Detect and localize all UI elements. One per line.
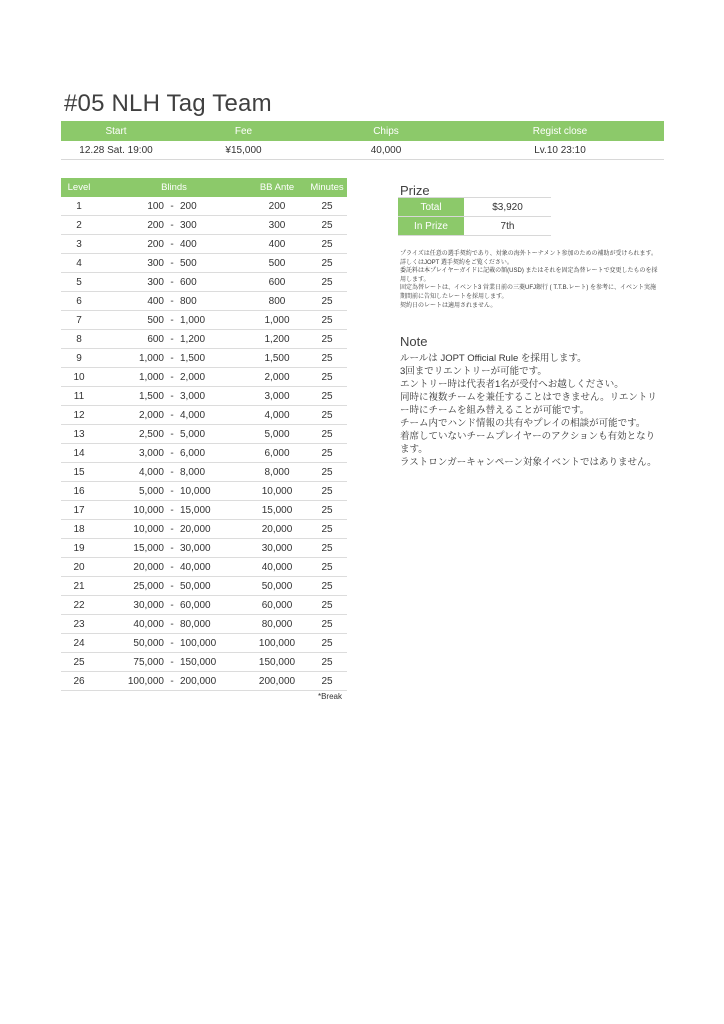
level-cell: 17	[73, 504, 85, 516]
minutes-cell: 25	[321, 352, 333, 364]
event-info-row	[61, 141, 664, 160]
big-blind: 400	[180, 238, 197, 250]
header-start: Start	[105, 125, 127, 137]
blind-separator: -	[170, 390, 174, 402]
blind-separator: -	[170, 561, 174, 573]
blinds-cell	[97, 410, 247, 421]
minutes-cell: 25	[321, 523, 333, 535]
blind-separator: -	[170, 542, 174, 554]
note-line: ラストロンガーキャンペーン対象イベントではありません。	[400, 457, 657, 468]
note-line: 着席していないチームプレイヤーのアクションも有効となります。	[400, 431, 656, 455]
blind-separator: -	[170, 276, 174, 288]
bb-ante-cell: 8,000	[264, 466, 290, 478]
big-blind: 100,000	[180, 637, 217, 649]
small-blind: 500	[147, 314, 164, 326]
blind-separator: -	[170, 485, 174, 497]
header-level: Level	[67, 182, 91, 193]
level-cell: 9	[76, 352, 82, 364]
blind-table-header	[61, 178, 347, 197]
minutes-cell: 25	[321, 276, 333, 288]
blind-separator: -	[170, 656, 174, 668]
minutes-cell: 25	[321, 675, 333, 687]
blind-separator: -	[170, 219, 174, 231]
level-cell: 4	[76, 257, 82, 269]
blind-row	[61, 254, 347, 273]
big-blind: 200,000	[180, 675, 217, 687]
bb-ante-cell: 800	[268, 295, 286, 307]
big-blind: 15,000	[180, 504, 211, 516]
small-blind: 40,000	[133, 618, 164, 630]
small-blind: 3,000	[138, 447, 164, 459]
big-blind: 600	[180, 276, 197, 288]
blinds-cell	[97, 505, 247, 516]
bb-ante-cell: 80,000	[261, 618, 293, 630]
blind-row	[61, 311, 347, 330]
small-blind: 5,000	[138, 485, 164, 497]
blinds-cell	[97, 296, 247, 307]
blinds-cell	[97, 543, 247, 554]
blind-separator: -	[170, 238, 174, 250]
blind-row	[61, 292, 347, 311]
blinds-cell	[97, 372, 247, 383]
note-line: エントリー時は代表者1名が受付へお越しください。	[400, 379, 624, 390]
blinds-cell	[97, 220, 247, 231]
big-blind: 20,000	[180, 523, 211, 535]
blinds-cell	[97, 619, 247, 630]
level-cell: 18	[73, 523, 85, 535]
blind-row	[61, 539, 347, 558]
blind-row	[61, 482, 347, 501]
minutes-cell: 25	[321, 371, 333, 383]
blind-row	[61, 444, 347, 463]
small-blind: 600	[147, 333, 164, 345]
small-blind: 200	[147, 219, 164, 231]
blind-separator: -	[170, 580, 174, 592]
big-blind: 50,000	[180, 580, 211, 592]
blind-row	[61, 406, 347, 425]
level-cell: 1	[76, 200, 82, 212]
bb-ante-cell: 60,000	[261, 599, 293, 611]
blind-row	[61, 501, 347, 520]
blind-separator: -	[170, 466, 174, 478]
big-blind: 1,500	[180, 352, 206, 364]
blind-separator: -	[170, 523, 174, 535]
in-prize-value: 7th	[500, 220, 515, 232]
level-cell: 8	[76, 333, 82, 345]
level-cell: 12	[73, 409, 85, 421]
blind-row	[61, 653, 347, 672]
blind-row	[61, 672, 347, 691]
blind-separator: -	[170, 618, 174, 630]
blinds-cell	[97, 334, 247, 345]
level-cell: 16	[73, 485, 85, 497]
prize-notes	[400, 250, 660, 310]
big-blind: 6,000	[180, 447, 206, 459]
bb-ante-cell: 300	[268, 219, 286, 231]
blind-separator: -	[170, 409, 174, 421]
blind-row	[61, 349, 347, 368]
bb-ante-cell: 5,000	[264, 428, 290, 440]
blind-separator: -	[170, 333, 174, 345]
bb-ante-cell: 500	[268, 257, 286, 269]
level-cell: 10	[73, 371, 85, 383]
blind-separator: -	[170, 371, 174, 383]
blind-structure-table	[61, 178, 347, 691]
prize-table	[398, 197, 551, 236]
prize-note-line: プライズは任意の選手契約であり、対象の海外トーナメント参加のための補助が受けられます。詳しくはJOPT 選手契約をご覧ください。	[400, 251, 658, 266]
blinds-cell	[97, 657, 247, 668]
blind-row	[61, 235, 347, 254]
big-blind: 200	[180, 200, 197, 212]
minutes-cell: 25	[321, 466, 333, 478]
prize-total-value: $3,920	[492, 201, 523, 213]
blinds-cell	[97, 277, 247, 288]
blinds-cell	[97, 448, 247, 459]
small-blind: 2,000	[138, 409, 164, 421]
level-cell: 7	[76, 314, 82, 326]
blind-separator: -	[170, 295, 174, 307]
level-cell: 24	[73, 637, 85, 649]
blinds-cell	[97, 486, 247, 497]
bb-ante-cell: 10,000	[261, 485, 293, 497]
level-cell: 11	[73, 390, 85, 402]
bb-ante-cell: 600	[268, 276, 286, 288]
small-blind: 300	[147, 257, 164, 269]
small-blind: 20,000	[133, 561, 164, 573]
blind-row	[61, 520, 347, 539]
blind-row	[61, 330, 347, 349]
blind-row	[61, 558, 347, 577]
level-cell: 21	[73, 580, 85, 592]
small-blind: 75,000	[133, 656, 164, 668]
bb-ante-cell: 20,000	[261, 523, 293, 535]
big-blind: 8,000	[180, 466, 206, 478]
bb-ante-cell: 400	[268, 238, 286, 250]
minutes-cell: 25	[321, 428, 333, 440]
minutes-cell: 25	[321, 409, 333, 421]
big-blind: 80,000	[180, 618, 211, 630]
regist-close-value: Lv.10 23:10	[534, 144, 586, 156]
level-cell: 2	[76, 219, 82, 231]
minutes-cell: 25	[321, 447, 333, 459]
prize-note-line: 固定為替レートは、イベント3 営業日前の三菱UFJ銀行 ( T.T.B.レート) を参考に、イベント実施期間前に告知したレートを採用します。	[400, 285, 657, 300]
level-cell: 15	[73, 466, 85, 478]
bb-ante-cell: 200,000	[258, 675, 296, 687]
blind-separator: -	[170, 675, 174, 687]
minutes-cell: 25	[321, 390, 333, 402]
header-blinds: Blinds	[161, 182, 187, 193]
blinds-cell	[97, 353, 247, 364]
blinds-cell	[97, 581, 247, 592]
blinds-cell	[97, 239, 247, 250]
blind-row	[61, 425, 347, 444]
small-blind: 2,500	[138, 428, 164, 440]
bb-ante-cell: 4,000	[264, 409, 290, 421]
big-blind: 150,000	[180, 656, 217, 668]
note-line: ルールは JOPT Official Rule を採用します。	[400, 353, 587, 364]
minutes-cell: 25	[321, 561, 333, 573]
header-chips: Chips	[373, 125, 399, 137]
prize-total-label: Total	[398, 198, 464, 216]
minutes-cell: 25	[321, 238, 333, 250]
small-blind: 1,000	[138, 371, 164, 383]
blinds-cell	[97, 201, 247, 212]
blinds-cell	[97, 429, 247, 440]
small-blind: 300	[147, 276, 164, 288]
level-cell: 3	[76, 238, 82, 250]
level-cell: 25	[73, 656, 85, 668]
header-fee: Fee	[234, 125, 253, 137]
blind-row	[61, 368, 347, 387]
big-blind: 800	[180, 295, 197, 307]
big-blind: 30,000	[180, 542, 211, 554]
blind-separator: -	[170, 504, 174, 516]
note-line: 同時に複数チームを兼任することはできません。リエントリー時にチームを組み替えることが可能です。	[400, 392, 657, 416]
big-blind: 1,200	[180, 333, 206, 345]
header-regist-close: Regist close	[532, 125, 588, 137]
blind-row	[61, 197, 347, 216]
prize-note-line: 委託料は本プレイヤーガイドに記載の額(USD) またはそれを固定為替レートで変更したものを採用します。	[400, 268, 658, 283]
small-blind: 200	[147, 238, 164, 250]
minutes-cell: 25	[321, 295, 333, 307]
blind-separator: -	[170, 314, 174, 326]
big-blind: 60,000	[180, 599, 211, 611]
minutes-cell: 25	[321, 200, 333, 212]
blind-separator: -	[170, 352, 174, 364]
big-blind: 10,000	[180, 485, 211, 497]
minutes-cell: 25	[321, 314, 333, 326]
small-blind: 1,500	[138, 390, 164, 402]
chips-value: 40,000	[370, 144, 402, 156]
page-title: #05 NLH Tag Team	[64, 90, 272, 117]
blinds-cell	[97, 562, 247, 573]
level-cell: 13	[73, 428, 85, 440]
blinds-cell	[97, 638, 247, 649]
blinds-cell	[97, 600, 247, 611]
bb-ante-cell: 100,000	[258, 637, 296, 649]
small-blind: 10,000	[133, 523, 164, 535]
big-blind: 3,000	[180, 390, 206, 402]
bb-ante-cell: 3,000	[264, 390, 290, 402]
blind-separator: -	[170, 428, 174, 440]
minutes-cell: 25	[321, 580, 333, 592]
level-cell: 19	[73, 542, 85, 554]
blind-row	[61, 387, 347, 406]
blind-separator: -	[170, 257, 174, 269]
level-cell: 20	[73, 561, 85, 573]
bb-ante-cell: 150,000	[258, 656, 296, 668]
blind-separator: -	[170, 447, 174, 459]
blind-row	[61, 216, 347, 235]
event-info-table	[61, 121, 664, 160]
minutes-cell: 25	[321, 542, 333, 554]
blind-row	[61, 577, 347, 596]
bb-ante-cell: 15,000	[261, 504, 293, 516]
bb-ante-cell: 30,000	[261, 542, 293, 554]
note-line: チーム内でハンド情報の共有やプレイの相談が可能です。	[400, 418, 646, 429]
header-bb-ante: BB Ante	[259, 182, 295, 193]
small-blind: 100	[147, 200, 164, 212]
bb-ante-cell: 6,000	[264, 447, 290, 459]
blind-separator: -	[170, 599, 174, 611]
small-blind: 100,000	[127, 675, 164, 687]
big-blind: 5,000	[180, 428, 206, 440]
minutes-cell: 25	[321, 618, 333, 630]
big-blind: 500	[180, 257, 197, 269]
blinds-cell	[97, 676, 247, 687]
blind-row	[61, 273, 347, 292]
small-blind: 15,000	[133, 542, 164, 554]
bb-ante-cell: 1,000	[264, 314, 290, 326]
note-line: 3回までリエントリーが可能です。	[400, 366, 547, 377]
big-blind: 40,000	[180, 561, 211, 573]
blinds-cell	[97, 391, 247, 402]
blind-separator: -	[170, 200, 174, 212]
level-cell: 26	[73, 675, 85, 687]
minutes-cell: 25	[321, 599, 333, 611]
bb-ante-cell: 1,200	[264, 333, 290, 345]
minutes-cell: 25	[321, 257, 333, 269]
blinds-cell	[97, 315, 247, 326]
in-prize-label: In Prize	[398, 217, 464, 235]
event-info-header	[61, 121, 664, 141]
blind-row	[61, 634, 347, 653]
prize-row	[398, 198, 551, 217]
bb-ante-cell: 50,000	[261, 580, 293, 592]
minutes-cell: 25	[321, 504, 333, 516]
start-value: 12.28 Sat. 19:00	[79, 144, 153, 156]
fee-value: ¥15,000	[225, 144, 262, 156]
level-cell: 23	[73, 618, 85, 630]
blind-row	[61, 596, 347, 615]
small-blind: 1,000	[138, 352, 164, 364]
level-cell: 14	[73, 447, 85, 459]
bb-ante-cell: 40,000	[261, 561, 293, 573]
small-blind: 25,000	[133, 580, 164, 592]
minutes-cell: 25	[321, 219, 333, 231]
blind-row	[61, 463, 347, 482]
level-cell: 5	[76, 276, 82, 288]
blinds-cell	[97, 258, 247, 269]
note-body	[400, 352, 662, 469]
note-title: Note	[400, 334, 428, 349]
prize-note-line: 契約日のレートは適用されません。	[400, 302, 497, 309]
big-blind: 2,000	[180, 371, 206, 383]
bb-ante-cell: 1,500	[264, 352, 290, 364]
small-blind: 10,000	[133, 504, 164, 516]
level-cell: 22	[73, 599, 85, 611]
blind-rows	[61, 197, 347, 691]
minutes-cell: 25	[321, 333, 333, 345]
prize-title: Prize	[400, 183, 430, 198]
big-blind: 300	[180, 219, 197, 231]
break-note: *Break	[317, 692, 342, 701]
big-blind: 4,000	[180, 409, 206, 421]
small-blind: 50,000	[133, 637, 164, 649]
prize-row	[398, 217, 551, 236]
minutes-cell: 25	[321, 656, 333, 668]
blind-separator: -	[170, 637, 174, 649]
small-blind: 4,000	[138, 466, 164, 478]
blinds-cell	[97, 467, 247, 478]
bb-ante-cell: 2,000	[264, 371, 290, 383]
header-minutes: Minutes	[310, 182, 344, 193]
blind-row	[61, 615, 347, 634]
blinds-cell	[97, 524, 247, 535]
level-cell: 6	[76, 295, 82, 307]
minutes-cell: 25	[321, 637, 333, 649]
bb-ante-cell: 200	[268, 200, 286, 212]
big-blind: 1,000	[180, 314, 206, 326]
minutes-cell: 25	[321, 485, 333, 497]
small-blind: 400	[147, 295, 164, 307]
small-blind: 30,000	[133, 599, 164, 611]
